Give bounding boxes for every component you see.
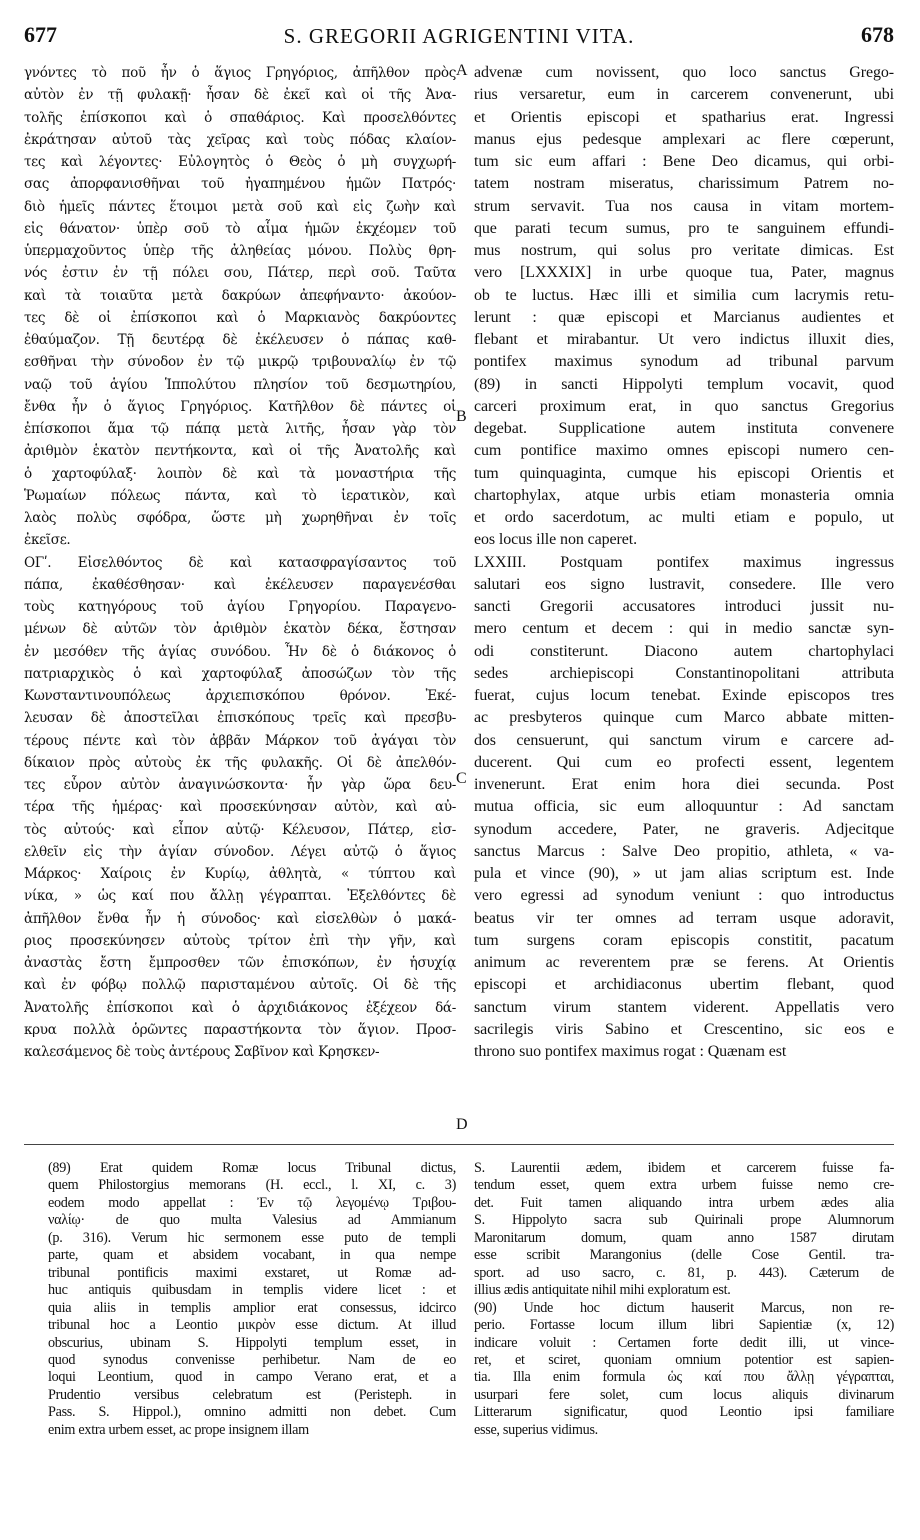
greek-text-line: τες εὗρον αὐτὸν ἀναγινώσκοντα· ἦν γὰρ ὥρα δευ-: [24, 777, 456, 793]
greek-text-line: διὸ ἡμεῖς πάντες ἕτοιμοι μετὰ σοῦ καὶ εἰς ζωὴν καὶ: [24, 198, 456, 215]
footnote-line: ret, et sciret, quoniam omnium potentior est sapien-: [474, 1351, 894, 1368]
footnote-line: indicare voluit : Certamen forte dedit illi, ut vince-: [474, 1334, 894, 1351]
greek-text-line: ἐθαύμαζον. Τῇ δευτέρᾳ δὲ ἐκέλευσεν ὁ πάπας καθ-: [24, 332, 456, 348]
greek-text-line: Κωνσταντινουπόλεως ἀρχιεπισκόπου θρόνον. Ἐκέ-: [24, 688, 456, 704]
greek-text-line: τέρους πέντε καὶ τὸν ἀββᾶν Μάρκον τοῦ ἀγάγαι τὸν: [24, 732, 456, 749]
greek-text-line: ἐκεῖσε.: [24, 532, 71, 549]
latin-text-line: tum quinquaginta, cumque his episcopi Orientis et: [474, 464, 894, 482]
footnote-line: Litterarum significatur, quod Leontio ipsi familiare: [474, 1404, 894, 1421]
latin-text-line: ob te luctus. Hæc illi et similia cum lacrymis retu-: [474, 286, 894, 304]
latin-text-line: dos censuerunt, qui sanctum virum e carcere ad-: [474, 731, 894, 749]
greek-text-line: ἀριθμὸν ἑκατὸν πεντήκοντα, καὶ οἱ τῆς Ἀνατολῆς καὶ: [24, 443, 456, 460]
footnote-line: eodem modo appellat : Ἐν τῷ λεγομένῳ Τριβου-: [48, 1194, 456, 1211]
latin-text-line: lerunt : quæ episcopi et Marcianus audientes et: [474, 308, 894, 326]
footnote-line: illius ædis antiquitate nihil mihi exploratum est.: [474, 1282, 731, 1299]
footnote-line: S. Laurentii ædem, ibidem et carcerem fuisse fa-: [474, 1160, 894, 1176]
greek-text-line: σας ἀπορφανισθῆναι τοῦ ἠγαπημένου ἡμῶν Πατρός·: [24, 176, 456, 193]
latin-text-line: sacrilegis viris Sabino et Crescentino, sic eos e: [474, 1020, 894, 1038]
greek-text-line: νίκα, » ὡς καί που ἄλλῃ γέγραπται. Ἐξελθόντες δὲ: [24, 888, 456, 905]
greek-text-line: δίκαιον πρὸς αὐτοὺς ἐκ τῆς φυλακῆς. Οἱ δὲ ἀπελθόν-: [24, 754, 456, 771]
footnote-line: loqui Leontium, quod in campo Verano erat, et a: [48, 1369, 456, 1386]
latin-text-line: et ordo sacerdotum, ac multi etiam e populo, ut: [474, 509, 894, 526]
footnote-line: perio. Fortasse locum illum libri Sapientiæ (x, 12): [474, 1317, 894, 1334]
greek-text-line: ὑπερμαχοῦντος ὑπὲρ τῆς ἀληθείας μόνου. Πολὺς θρη-: [24, 243, 456, 259]
greek-text-line: ἔνθα ἦν ὁ ἅγιος Γρηγόριος. Κατῆλθον δὲ πάντες οἱ: [24, 398, 456, 415]
greek-text-line: νός ἐστιν ἐν τῇ πόλει σου, Πάτερ, περὶ σοῦ. Ταῦτα: [24, 265, 456, 282]
latin-text-line: episcopi et archidiaconus ubertim flebant, quod: [474, 976, 894, 994]
footnote-line: quem Philostorgius memorans (H. eccl., l. XI, c. 3): [48, 1177, 456, 1194]
footnote-line: usurpari fere solet, cum locus aliquis divinarum: [474, 1386, 894, 1403]
latin-text-line: sancti Gregorii accusatores introduci jussit nu-: [474, 598, 894, 615]
latin-text-line: invenerunt. Erat enim hora diei secunda. Post: [474, 776, 894, 793]
footnote-line: huc antiquis quibusdam in templis videre licet : et: [48, 1282, 456, 1299]
latin-text-line: carceri proximum erat, in quo sanctus Gregorius: [474, 397, 894, 415]
greek-text-line: ριος προσεκύνησεν αὐτοὺς τρίτον ἐπὶ τὴν γῆν, καὶ: [24, 932, 456, 949]
latin-text-line: sanctus Marcus : Salve Deo propitio, athleta, « va-: [474, 842, 894, 860]
footnote-line: quia aliis in templis amplior erat consessus, idcirco: [48, 1299, 456, 1316]
latin-text-line: sanctum virum stantem viderent. Appellatis vero: [474, 998, 894, 1016]
greek-text-line: ελθεῖν εἰς τὴν ἁγίαν σύνοδον. Λέγει αὐτῷ ὁ ἅγιος: [24, 843, 456, 860]
greek-text-column: [24, 62, 456, 1063]
latin-text-line: eos locus ille non caperet.: [474, 531, 638, 549]
latin-text-line: flebant et mirabantur. Ut vero indictus illuxit dies,: [474, 331, 894, 348]
margin-marker-d: D: [456, 1116, 468, 1133]
page-number-right: 678: [861, 22, 894, 47]
footnote-line: tia. Illa enim formula ὡς καί που ἄλλῃ γέγραπται,: [474, 1369, 894, 1386]
latin-text-line: degebat. Supplicatione autem instituta convenere: [474, 420, 894, 437]
greek-text-line: τοὺς κατηγόρους τοῦ ἁγίου Γρηγορίου. Παραγενο-: [24, 599, 456, 615]
margin-marker-a: A: [456, 62, 468, 79]
footnote-line: (90) Unde hoc dictum hauserit Marcus, non re-: [474, 1299, 894, 1316]
footnote-line: (p. 316). Verum hic sermonem esse puto de templi: [48, 1229, 456, 1246]
latin-text-line: salutari eos signo lustravit, consedere. Ille vero: [474, 575, 894, 593]
latin-text-line: tatem nostram miseratus, charissimum Patrem no-: [474, 175, 894, 193]
footnote-line: ναλίῳ· de quo multa Valesius ad Ammianum: [48, 1212, 456, 1229]
greek-text-line: τες καὶ λέγοντες· Εὐλογητὸς ὁ Θεὸς ὁ μὴ συγχωρή-: [24, 154, 456, 170]
footnote-rule: [24, 1144, 894, 1145]
greek-text-line: Μάρκος· Χαίροις ἐν Κυρίῳ, ἀθλητὰ, « τύπτου καὶ: [24, 866, 456, 882]
latin-text-line: ducerent. Qui cum eo profecti essent, legentem: [474, 753, 894, 771]
footnote-line: (89) Erat quidem Romæ locus Tribunal dictus,: [48, 1160, 456, 1176]
latin-text-line: beatus vir ter omnes ad terram usque adoravit,: [474, 909, 894, 927]
latin-text-line: fuerat, cujus locum tenebat. Exinde episcopos tres: [474, 687, 894, 704]
latin-text-line: tum sic eum affari : Bene Deo dicamus, qui orbi-: [474, 153, 894, 170]
latin-text-line: ac presbyteros quinque cum Marco abbate mitten-: [474, 709, 894, 727]
greek-text-line: λαὸς πολὺς σφόδρα, ὥστε μὴ χωρηθῆναι ἐν τοῖς: [24, 510, 456, 526]
running-title: S. GREGORII AGRIGENTINI VITA.: [283, 24, 635, 48]
latin-text-line: strum servavit. Tua nos causa in vitam mortem-: [474, 197, 894, 215]
latin-text-line: rius versaretur, eum in carcerem convenerunt, ubi: [474, 86, 894, 104]
greek-text-line: ἐν μεσόθεν τῆς ἁγίας συνόδου. Ἦν δὲ ὁ διάκονος ὁ: [24, 643, 456, 660]
latin-text-line: manus ejus pedesque amplexari ac flere cœperunt,: [474, 130, 894, 148]
greek-text-line: τέρα τῆς ἡμέρας· καὶ προσεκύνησαν αὐτὸν, καὶ αὐ-: [24, 799, 456, 816]
latin-text-line: cum pontifice maximo omnes episcopi numero cen-: [474, 442, 894, 460]
latin-text-line: synodum accedere, Pater, ne graveris. Adjecitque: [474, 820, 894, 838]
footnote-line: quod synodus convenisse perhibetur. Nam de eo: [48, 1351, 456, 1368]
latin-text-line: odi constiterunt. Diacono autem chartophylaci: [474, 642, 894, 660]
greek-text-line: ἐκράτησαν αὐτοῦ τὰς χεῖρας καὶ τοὺς πόδας κλαίον-: [24, 131, 456, 148]
footnotes-right-column: [474, 1160, 894, 1439]
latin-text-line: tum surgens coram episcopis constitit, pacatum: [474, 931, 894, 949]
greek-text-line: μένων δὲ αὐτῶν τὸν ἀριθμὸν ἑκατὸν δέκα, ἔστησαν: [24, 621, 456, 638]
margin-marker-b: B: [456, 408, 467, 425]
greek-text-line: Ἀνατολῆς ἐπίσκοποι καὶ ὁ ἀρχιδιάκονος ἐξέχεον δά-: [24, 999, 456, 1016]
greek-text-line: τὸς αὐτούς· καὶ εἶπον αὐτῷ· Κέλευσον, Πάτερ, εἰσ-: [24, 821, 456, 838]
page-number-left: 677: [24, 22, 57, 47]
greek-text-line: ὁ χαρτοφύλαξ· λοιπὸν δὲ καὶ τὰ μοναστήρια τῆς: [24, 465, 456, 482]
footnote-line: parte, quam et absidem vocabant, in qua nempe: [48, 1247, 456, 1264]
latin-text-line: throno suo pontifex maximus rogat : Quænam est: [474, 1043, 787, 1060]
greek-text-line: πατριαρχικὸς ὁ καὶ χαρτοφύλαξ ἀποσώζων τὸν τῆς: [24, 665, 456, 682]
latin-text-line: animum ac reverentem præ se ferens. At Orientis: [474, 954, 894, 971]
footnote-line: tribunal pontificis maximi exstaret, ut Romæ ad-: [48, 1264, 456, 1281]
footnote-line: tendum esset, quem extra urbem fuisse nemo cre-: [474, 1177, 894, 1194]
greek-text-line: Ῥωμαίων πόλεως πάντα, καὶ τὸ ἱερατικὸν, καὶ: [24, 487, 456, 504]
greek-text-line: εσθῆναι τὴν σύνοδον ἐν τῷ μικρῷ τριβουναλίῳ ἐν τῷ: [24, 354, 456, 371]
greek-text-line: ἀναστὰς ἔστη ἔμπροσθεν τῶν ἐπισκόπων, ἐν ἡσυχίᾳ: [24, 955, 456, 971]
latin-text-line: que parati tecum sumus, pro te sanguinem effundi-: [474, 219, 894, 237]
margin-marker-c: C: [456, 770, 467, 787]
greek-text-line: πάπα, ἐκαθέσθησαν· καὶ ἐκέλευσεν παραγενέσθαι: [24, 576, 456, 593]
greek-text-line: γνόντες τὸ ποῦ ἦν ὁ ἅγιος Γρηγόριος, ἀπῆλθον πρὸς: [24, 65, 456, 81]
footnote-line: esse, superius vidimus.: [474, 1421, 598, 1438]
greek-text-line: αὐτὸν ἐν τῇ φυλακῇ· ἦσαν δὲ ἐκεῖ καὶ οἱ τῆς Ἀνα-: [24, 87, 456, 104]
footnote-line: sport. ad uso sacro, c. 81, p. 443). Cæterum de: [474, 1264, 894, 1281]
greek-text-line: καλεσάμενος δὲ τοὺς ἀντέρους Σαβῖνον καὶ Κρησκεν-: [24, 1044, 380, 1060]
latin-text-line: chartophylax, atque urbis etiam monasteria omnia: [474, 486, 894, 504]
greek-text-line: εἰς θάνατον· ὑπὲρ σοῦ τὸ αἷμα ἡμῶν ἐκχέομεν τοῦ: [24, 220, 456, 237]
latin-text-line: mus nostrum, qui solus pro veritate dimicas. Est: [474, 242, 894, 259]
greek-text-line: τολῆς ἐπίσκοποι καὶ ὁ σπαθάριος. Καὶ προσελθόντες: [24, 109, 456, 126]
greek-text-line: τες δὲ οἱ ἐπίσκοποι καὶ ὁ Μαρκιανὸς δακρύοντες: [24, 309, 456, 326]
footnote-line: det. Fuit tamen aliquando intra urbem ædes alia: [474, 1194, 894, 1211]
greek-text-line: ΟΓʹ. Εἰσελθόντος δὲ καὶ κατασφραγίσαντος τοῦ: [24, 554, 456, 571]
latin-text-line: pula et vince (90), » ut jam alias scriptum est. Inde: [474, 865, 894, 882]
footnote-line: esse scribit Marangonius (delle Cose Gentil. tra-: [474, 1247, 894, 1264]
footnote-line: S. Hippolyto sacra sub Quirinali prope Alumnorum: [474, 1212, 894, 1229]
running-header: [24, 22, 894, 56]
footnote-line: enim extra urbem esset, ac prope insignem illam: [48, 1421, 309, 1438]
footnotes-left-column: [48, 1160, 456, 1439]
latin-text-column: [474, 62, 894, 1063]
footnote-line: Maronitarum domum, quam anno 1587 dirutam: [474, 1229, 894, 1246]
latin-text-line: mero centum et decem : qui in medio sanctæ syn-: [474, 620, 894, 638]
footnote-line: obscurius, ubinam S. Hippolyti templum esset, in: [48, 1334, 456, 1351]
footnote-line: Pass. S. Hippol.), omnino admitti non debet. Cum: [48, 1404, 456, 1421]
footnote-line: Prudentio versibus celebratum est (Peristeph. in: [48, 1386, 456, 1403]
latin-text-line: LXXIII. Postquam pontifex maximus ingressus: [474, 553, 894, 571]
latin-text-line: (89) in sancti Hippolyti templum vocavit, quod: [474, 375, 894, 393]
greek-text-line: καὶ τὰ τοιαῦτα μετὰ δακρύων ἀπεφήναντο· ἀκούον-: [24, 287, 456, 304]
latin-text-line: pontifex maximus synodum ad tribunal parvum: [474, 353, 894, 371]
greek-text-line: ἀπῆλθον ἔνθα ἦν ἡ σύνοδος· καὶ εἰσελθὼν ὁ μακά-: [24, 910, 456, 927]
latin-text-line: vero egressi ad synodum veniunt : quo introductus: [474, 887, 894, 905]
greek-text-line: λευσαν δὲ ἀποστεῖλαι ἐπισκόπους τρεῖς καὶ πρεσβυ-: [24, 710, 456, 727]
latin-text-line: mutua officia, sic eum alloquuntur : Ad sanctam: [474, 798, 894, 816]
footnote-line: tribunal hoc a Leontio μικρὸν esse dictum. At illud: [48, 1317, 456, 1334]
latin-text-line: vero [LXXXIX] in urbe quoque tua, Pater, magnus: [474, 264, 894, 282]
latin-text-line: advenæ cum novissent, quo loco sanctus Grego-: [474, 64, 894, 81]
greek-text-line: καὶ ἐν φόβῳ πολλῷ παρισταμένου αὐτοῖς. Οἱ δὲ τῆς: [24, 977, 456, 994]
latin-text-line: sedes archiepiscopi Constantinopolitani attributa: [474, 664, 894, 682]
greek-text-line: ἐπίσκοποι ἅμα τῷ πάπᾳ μετὰ λιτῆς, ἦσαν γὰρ τὸν: [24, 421, 456, 437]
greek-text-line: ναῷ τοῦ ἁγίου Ἱππολύτου πλησίον τοῦ δεσμωτηρίου,: [24, 376, 456, 393]
latin-text-line: et Orientis episcopi et spatharius erat. Ingressi: [474, 108, 894, 126]
greek-text-line: κρυα πολλὰ ὁρῶντες παραστήκοντα τὸν ἅγιον. Προσ-: [24, 1021, 456, 1038]
